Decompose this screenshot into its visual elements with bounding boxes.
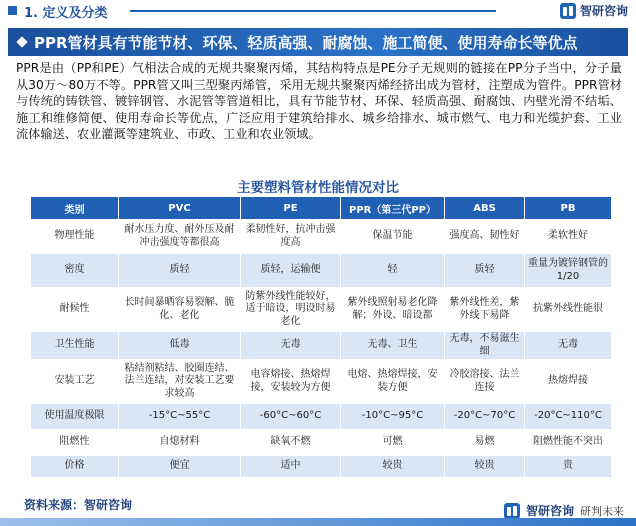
table-cell: 质轻: [445, 254, 525, 288]
comparison-table: [30, 196, 612, 478]
table-cell: 较贵: [341, 456, 445, 478]
table-cell: 防紫外线性能较好，适于暗设，明设时易老化: [241, 288, 341, 332]
table-cell: 适中: [241, 456, 341, 478]
table-cell: 质轻: [119, 254, 241, 288]
table-cell: 柔软性好: [525, 220, 612, 254]
table-cell: 重量为镀锌钢管的1/20: [525, 254, 612, 288]
row-category: 卫生性能: [31, 332, 119, 360]
table-cell: 紫外线照射易老化降解；外设、暗设都: [341, 288, 445, 332]
footer-slogan: 研判未来: [580, 504, 624, 518]
table-title: 主要塑料管材性能情况对比: [237, 180, 399, 196]
table-cell: 质轻，运输便: [241, 254, 341, 288]
table-cell: 强度高、韧性好: [445, 220, 525, 254]
row-category: 安装工艺: [31, 360, 119, 404]
section-marker-icon: [8, 6, 17, 15]
table-cell: 缺氧不燃: [241, 430, 341, 456]
table-cell: 无毒、卫生: [341, 332, 445, 360]
table-cell: 保温节能: [341, 220, 445, 254]
table-header-row: [31, 197, 612, 220]
column-header: PVC: [119, 197, 241, 220]
column-header: PE: [241, 197, 341, 220]
table-cell: 便宜: [119, 456, 241, 478]
intro-paragraph: PPR是由（PP和PE）气相法合成的无规共聚聚丙烯，其结构特点是PE分子无规则的链接在PP分子当中，分子量从30万～80万不等。PPR管又叫三型聚丙烯管，采用无规共聚聚丙烯经挤出成为管材，注塑成为管件。PPR管材与传统的铸铁管、镀锌钢管、水泥管等管道相比，具有节能节材、环保、轻质高强、耐腐蚀、内壁光滑不结垢、施工和维修简便、使用寿命长等优点，广泛应用于建筑给排水、城乡给排水、城市燃气、电力和光缆护套、工业流体输送、农业灌溉等建筑业、市政、工业和农业领域。: [16, 61, 622, 142]
table-cell: 无毒: [525, 332, 612, 360]
table-row: [31, 360, 612, 404]
table-cell: 电容熔接、热熔焊接，安装较为方便: [241, 360, 341, 404]
diamond-icon: [16, 36, 27, 47]
table-row: [31, 404, 612, 430]
footer-brand: [504, 502, 624, 519]
table-row: [31, 220, 612, 254]
table-cell: 耐水压力度、耐外压及耐冲击强度等都很高: [119, 220, 241, 254]
table-cell: 冷胶溶接、法兰连接: [445, 360, 525, 404]
row-category: 耐候性: [31, 288, 119, 332]
table-cell: 贵: [525, 456, 612, 478]
table-cell: 电熔、热熔焊接，安装方便: [341, 360, 445, 404]
table-row: [31, 430, 612, 456]
header-rule: [130, 10, 496, 12]
table-row: [31, 288, 612, 332]
brand-logo: [560, 2, 628, 19]
table-cell: 易燃: [445, 430, 525, 456]
footer: [0, 490, 636, 526]
table-row: [31, 254, 612, 288]
row-category: 价格: [31, 456, 119, 478]
row-category: 使用温度极限: [31, 404, 119, 430]
table-cell: -20°C~110°C: [525, 404, 612, 430]
table-cell: 粘结剂粘结、胶圈连结、法兰连结，对安装工艺要求较高: [119, 360, 241, 404]
table-cell: 柔韧性好，抗冲击强度高: [241, 220, 341, 254]
data-source: 资料来源：智研咨询: [24, 498, 133, 512]
table-cell: -20°C~70°C: [445, 404, 525, 430]
brand-logo-icon: [560, 3, 576, 19]
footer-brand-name: 智研咨询: [525, 504, 574, 518]
table-cell: -15°C~55°C: [119, 404, 241, 430]
footer-logo-icon: [504, 503, 520, 519]
top-bar: [0, 0, 636, 22]
headline-text: PPR管材具有节能节材、环保、轻质高强、耐腐蚀、施工简便、使用寿命长等优点: [34, 33, 578, 52]
table-cell: 紫外线性差，紫外线下易降: [445, 288, 525, 332]
table-cell: 抗紫外线性能很: [525, 288, 612, 332]
table-cell: 无毒，不易滋生细: [445, 332, 525, 360]
table-cell: -10°C~95°C: [341, 404, 445, 430]
column-header: ABS: [445, 197, 525, 220]
column-header: PPR（第三代PP）: [341, 197, 445, 220]
table-row: [31, 332, 612, 360]
column-header: 类别: [31, 197, 119, 220]
table-cell: 热熔焊接: [525, 360, 612, 404]
column-header: PB: [525, 197, 612, 220]
table-cell: 可燃: [341, 430, 445, 456]
table-cell: 低毒: [119, 332, 241, 360]
table-cell: -60°C~60°C: [241, 404, 341, 430]
table-row: [31, 456, 612, 478]
table-cell: 较贵: [445, 456, 525, 478]
table-cell: 自熄材料: [119, 430, 241, 456]
footer-stripe: [0, 518, 636, 526]
table-cell: 长时间暴晒容易裂解、脆化、老化: [119, 288, 241, 332]
brand-name: 智研咨询: [579, 4, 628, 18]
section-title: 1. 定义及分类: [24, 6, 108, 21]
row-category: 物理性能: [31, 220, 119, 254]
headline-banner: [8, 28, 628, 56]
table-cell: 轻: [341, 254, 445, 288]
table-cell: 阻燃性能不突出: [525, 430, 612, 456]
row-category: 阻燃性: [31, 430, 119, 456]
table-cell: 无毒: [241, 332, 341, 360]
row-category: 密度: [31, 254, 119, 288]
